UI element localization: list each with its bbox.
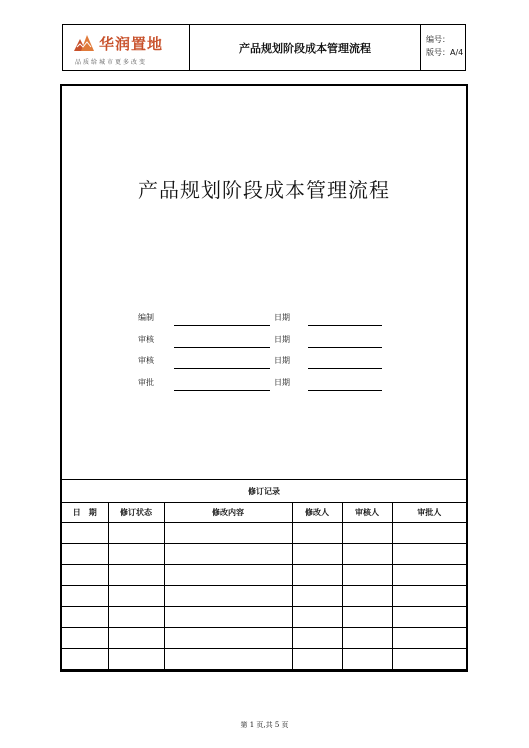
date-line[interactable] <box>308 325 382 326</box>
document-header <box>62 24 466 71</box>
column-header-status: 修订状态 <box>108 502 164 523</box>
table-row <box>62 586 466 607</box>
table-cell[interactable] <box>392 628 466 649</box>
table-row <box>62 544 466 565</box>
company-slogan: 品质给城市更多改变 <box>75 59 148 66</box>
signature-row <box>138 334 388 348</box>
signature-line[interactable] <box>174 368 270 369</box>
column-header-reviewer: 审核人 <box>342 502 392 523</box>
table-cell[interactable] <box>292 607 342 628</box>
signature-line[interactable] <box>174 390 270 391</box>
company-logo <box>63 25 190 70</box>
date-label: 日期 <box>274 313 290 322</box>
page-number: 第 1 页,共 5 页 <box>240 721 289 729</box>
table-cell[interactable] <box>164 565 292 586</box>
table-cell[interactable] <box>342 649 392 670</box>
table-cell[interactable] <box>392 586 466 607</box>
header-title: 产品规划阶段成本管理流程 <box>190 25 421 70</box>
signature-label: 审核 <box>138 335 154 344</box>
table-row <box>62 523 466 544</box>
table-row <box>62 607 466 628</box>
table-cell[interactable] <box>342 544 392 565</box>
table-cell[interactable] <box>62 607 108 628</box>
table-cell[interactable] <box>62 523 108 544</box>
table-row <box>62 628 466 649</box>
table-cell[interactable] <box>108 607 164 628</box>
table-cell[interactable] <box>164 628 292 649</box>
table-cell[interactable] <box>392 607 466 628</box>
signature-label: 编制 <box>138 313 154 322</box>
column-header-content: 修改内容 <box>164 502 292 523</box>
table-cell[interactable] <box>164 523 292 544</box>
table-cell[interactable] <box>62 649 108 670</box>
table-cell[interactable] <box>62 586 108 607</box>
table-cell[interactable] <box>392 523 466 544</box>
column-header-date: 日 期 <box>62 502 108 523</box>
revision-table <box>62 502 466 670</box>
column-header-modifier: 修改人 <box>292 502 342 523</box>
revision-record-title: 修订记录 <box>62 480 466 503</box>
table-cell[interactable] <box>108 649 164 670</box>
revision-table-body <box>62 523 466 670</box>
document-number: 编号： <box>426 35 450 44</box>
table-cell[interactable] <box>164 607 292 628</box>
date-line[interactable] <box>308 368 382 369</box>
table-cell[interactable] <box>108 628 164 649</box>
header-meta <box>421 25 465 70</box>
signature-row <box>138 312 388 326</box>
table-cell[interactable] <box>164 649 292 670</box>
date-line[interactable] <box>308 347 382 348</box>
cover-section <box>62 86 466 480</box>
table-cell[interactable] <box>62 565 108 586</box>
table-cell[interactable] <box>342 523 392 544</box>
date-label: 日期 <box>274 356 290 365</box>
table-row <box>62 649 466 670</box>
table-cell[interactable] <box>392 565 466 586</box>
signature-label: 审批 <box>138 378 154 387</box>
revision-table-header <box>62 502 466 523</box>
table-cell[interactable] <box>108 523 164 544</box>
table-cell[interactable] <box>342 586 392 607</box>
table-cell[interactable] <box>62 628 108 649</box>
table-cell[interactable] <box>292 565 342 586</box>
signature-label: 审核 <box>138 356 154 365</box>
table-cell[interactable] <box>62 544 108 565</box>
table-cell[interactable] <box>292 586 342 607</box>
logo-mountain-icon <box>74 35 94 51</box>
table-cell[interactable] <box>392 649 466 670</box>
table-cell[interactable] <box>342 607 392 628</box>
date-label: 日期 <box>274 378 290 387</box>
table-cell[interactable] <box>164 586 292 607</box>
document-version: 版号：A/4 <box>426 48 464 57</box>
table-cell[interactable] <box>342 565 392 586</box>
date-line[interactable] <box>308 390 382 391</box>
document-title: 产品规划阶段成本管理流程 <box>138 178 390 202</box>
table-cell[interactable] <box>108 586 164 607</box>
table-cell[interactable] <box>292 628 342 649</box>
signature-line[interactable] <box>174 347 270 348</box>
signature-row <box>138 355 388 369</box>
table-cell[interactable] <box>342 628 392 649</box>
document-frame <box>60 84 468 672</box>
table-cell[interactable] <box>164 544 292 565</box>
table-cell[interactable] <box>108 565 164 586</box>
table-row <box>62 565 466 586</box>
table-cell[interactable] <box>292 544 342 565</box>
column-header-approver: 审批人 <box>392 502 466 523</box>
signature-row <box>138 377 388 391</box>
table-cell[interactable] <box>392 544 466 565</box>
table-cell[interactable] <box>108 544 164 565</box>
table-cell[interactable] <box>292 649 342 670</box>
company-name: 华润置地 <box>99 35 164 53</box>
signature-line[interactable] <box>174 325 270 326</box>
date-label: 日期 <box>274 335 290 344</box>
table-cell[interactable] <box>292 523 342 544</box>
